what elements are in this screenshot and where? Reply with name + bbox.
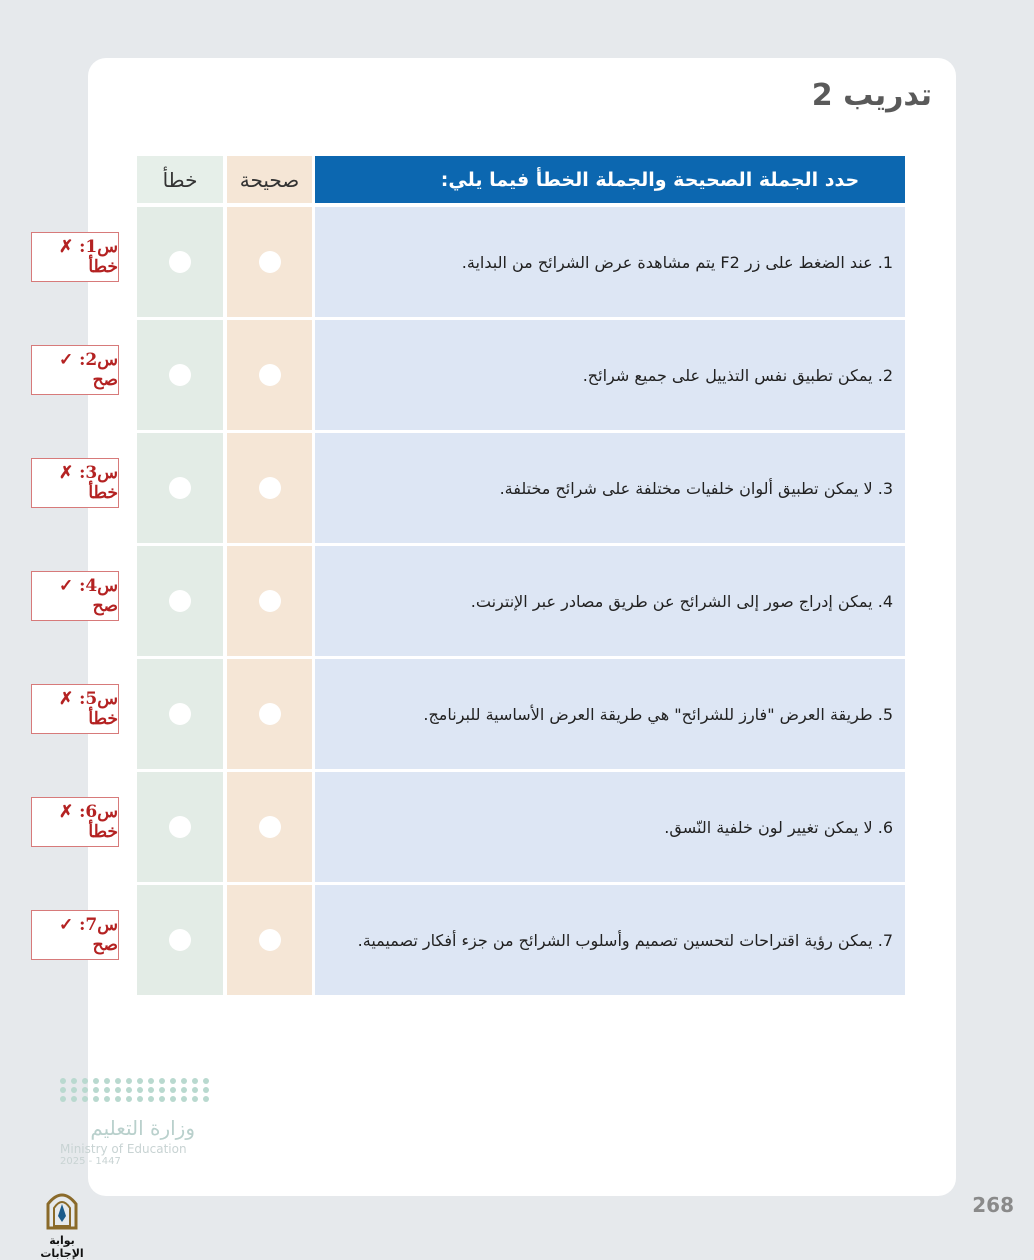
question-row-2: 2. يمكن تطبيق نفس التذييل على جميع شرائح.: [315, 320, 905, 430]
false-column-header: خطأ: [137, 156, 223, 203]
true-cell-7: [227, 885, 312, 995]
false-cell-3: [137, 433, 223, 543]
true-radio-1[interactable]: [259, 251, 281, 273]
portal-label: بوابة الإجابات: [40, 1234, 84, 1260]
false-cell-4: [137, 546, 223, 656]
false-radio-1[interactable]: [169, 251, 191, 273]
false-radio-5[interactable]: [169, 703, 191, 725]
answer-note-2: س2: ✓ صح: [31, 345, 119, 395]
ministry-name-arabic: وزارة التعليم: [90, 1116, 195, 1140]
true-cell-4: [227, 546, 312, 656]
false-cell-6: [137, 772, 223, 882]
false-radio-6[interactable]: [169, 816, 191, 838]
ministry-name-english: Ministry of Education: [60, 1142, 187, 1156]
page-number: 268: [972, 1193, 1014, 1217]
false-cell-2: [137, 320, 223, 430]
answer-note-4: س4: ✓ صح: [31, 571, 119, 621]
false-cell-7: [137, 885, 223, 995]
question-row-4: 4. يمكن إدراج صور إلى الشرائح عن طريق مصادر عبر الإنترنت.: [315, 546, 905, 656]
true-cell-1: [227, 207, 312, 317]
false-cell-1: [137, 207, 223, 317]
question-row-5: 5. طريقة العرض "فارز للشرائح" هي طريقة العرض الأساسية للبرنامج.: [315, 659, 905, 769]
false-radio-2[interactable]: [169, 364, 191, 386]
question-row-6: 6. لا يمكن تغيير لون خلفية النّسق.: [315, 772, 905, 882]
true-radio-5[interactable]: [259, 703, 281, 725]
true-radio-7[interactable]: [259, 929, 281, 951]
true-column-header: صحيحة: [227, 156, 312, 203]
question-row-1: 1. عند الضغط على زر F2 يتم مشاهدة عرض الشرائح من البداية.: [315, 207, 905, 317]
ministry-logo: [60, 1078, 210, 1167]
true-cell-3: [227, 433, 312, 543]
true-cell-2: [227, 320, 312, 430]
true-radio-3[interactable]: [259, 477, 281, 499]
portal-logo-icon: [42, 1186, 82, 1230]
question-header: حدد الجملة الصحيحة والجملة الخطأ فيما يلي:: [315, 156, 905, 203]
true-radio-2[interactable]: [259, 364, 281, 386]
question-row-3: 3. لا يمكن تطبيق ألوان خلفيات مختلفة على شرائح مختلفة.: [315, 433, 905, 543]
answer-note-6: س6: ✗ خطأ: [31, 797, 119, 847]
false-radio-3[interactable]: [169, 477, 191, 499]
true-cell-6: [227, 772, 312, 882]
logo-dots-icon: [60, 1078, 210, 1102]
page-title: تدريب 2: [811, 78, 932, 113]
true-cell-5: [227, 659, 312, 769]
answer-note-7: س7: ✓ صح: [31, 910, 119, 960]
true-radio-6[interactable]: [259, 816, 281, 838]
ministry-year: 2025 - 1447: [60, 1156, 121, 1167]
question-row-7: 7. يمكن رؤية اقتراحات لتحسين تصميم وأسلوب الشرائح من جزء أفكار تصميمية.: [315, 885, 905, 995]
answers-portal-badge[interactable]: [26, 1186, 98, 1260]
answer-note-3: س3: ✗ خطأ: [31, 458, 119, 508]
answer-note-5: س5: ✗ خطأ: [31, 684, 119, 734]
false-radio-4[interactable]: [169, 590, 191, 612]
true-radio-4[interactable]: [259, 590, 281, 612]
answer-note-1: س1: ✗ خطأ: [31, 232, 119, 282]
false-cell-5: [137, 659, 223, 769]
false-radio-7[interactable]: [169, 929, 191, 951]
